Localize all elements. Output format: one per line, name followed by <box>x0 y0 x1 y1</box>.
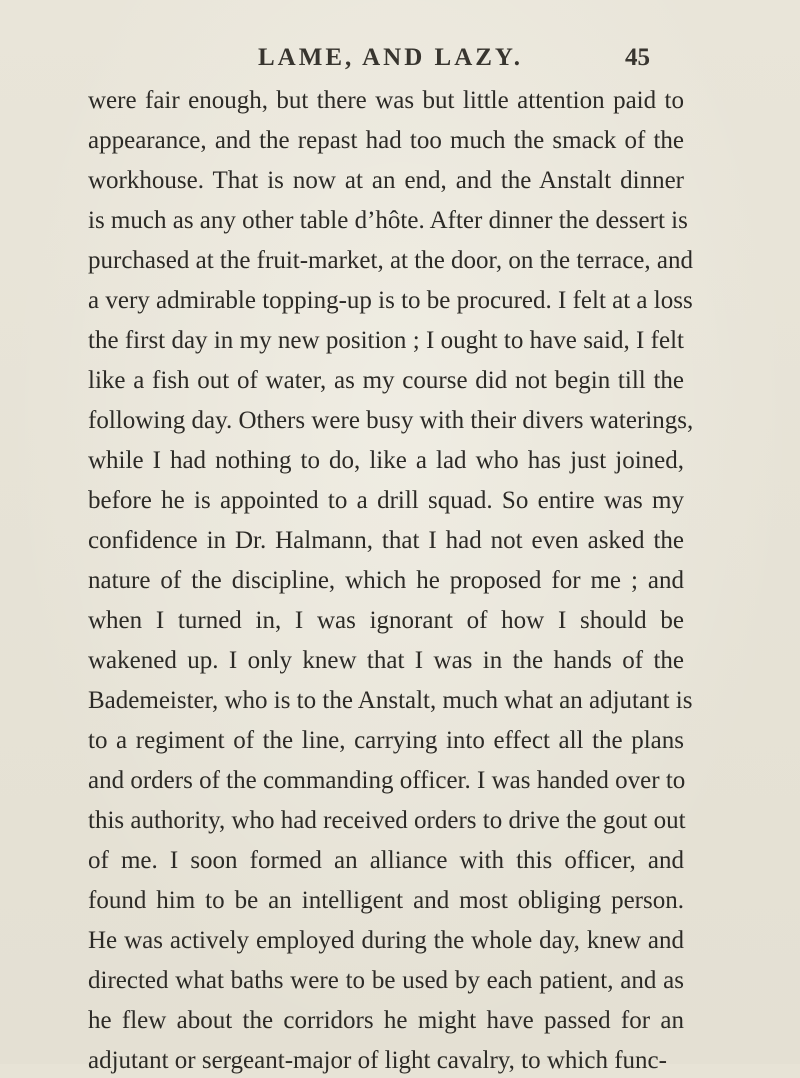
text-line: confidence in Dr. Halmann, that I had not even asked the <box>88 527 684 554</box>
text-line: the first day in my new position ; I ought to have said, I felt <box>88 327 684 354</box>
text-line: this authority, who had received orders to drive the gout out <box>88 807 686 834</box>
text-line: he flew about the corridors he might have passed for an <box>88 1007 684 1034</box>
running-title: LAME, AND LAZY. <box>258 44 523 71</box>
running-head <box>0 44 800 78</box>
text-line: He was actively employed during the whole day, knew and <box>88 927 684 954</box>
text-line: appearance, and the repast had too much the smack of the <box>88 127 684 154</box>
text-line: purchased at the fruit-market, at the door, on the terrace, and <box>88 247 693 274</box>
text-line: before he is appointed to a drill squad. So entire was my <box>88 487 684 514</box>
text-line: Bademeister, who is to the Anstalt, much what an adjutant is <box>88 687 693 714</box>
text-line: of me. I soon formed an alliance with this officer, and <box>88 847 684 874</box>
text-line: were fair enough, but there was but little attention paid to <box>88 87 684 114</box>
text-line: wakened up. I only knew that I was in the hands of the <box>88 647 684 674</box>
text-line: a very admirable topping-up is to be procured. I felt at a loss <box>88 287 693 314</box>
text-line: is much as any other table d’hôte. After dinner the dessert is <box>88 207 688 234</box>
text-line: while I had nothing to do, like a lad who has just joined, <box>88 447 684 474</box>
text-line: and orders of the commanding officer. I was handed over to <box>88 767 686 794</box>
page-number: 45 <box>625 44 650 71</box>
text-line: workhouse. That is now at an end, and the Anstalt dinner <box>88 167 684 194</box>
text-line: adjutant or sergeant-major of light cavalry, to which func- <box>88 1047 667 1074</box>
text-line: found him to be an intelligent and most obliging person. <box>88 887 684 914</box>
text-line: directed what baths were to be used by each patient, and as <box>88 967 684 994</box>
text-line: following day. Others were busy with their divers waterings, <box>88 407 694 434</box>
text-line: when I turned in, I was ignorant of how I should be <box>88 607 684 634</box>
text-line: to a regiment of the line, carrying into effect all the plans <box>88 727 684 754</box>
text-line: like a fish out of water, as my course did not begin till the <box>88 367 684 394</box>
text-line: nature of the discipline, which he proposed for me ; and <box>88 567 684 594</box>
